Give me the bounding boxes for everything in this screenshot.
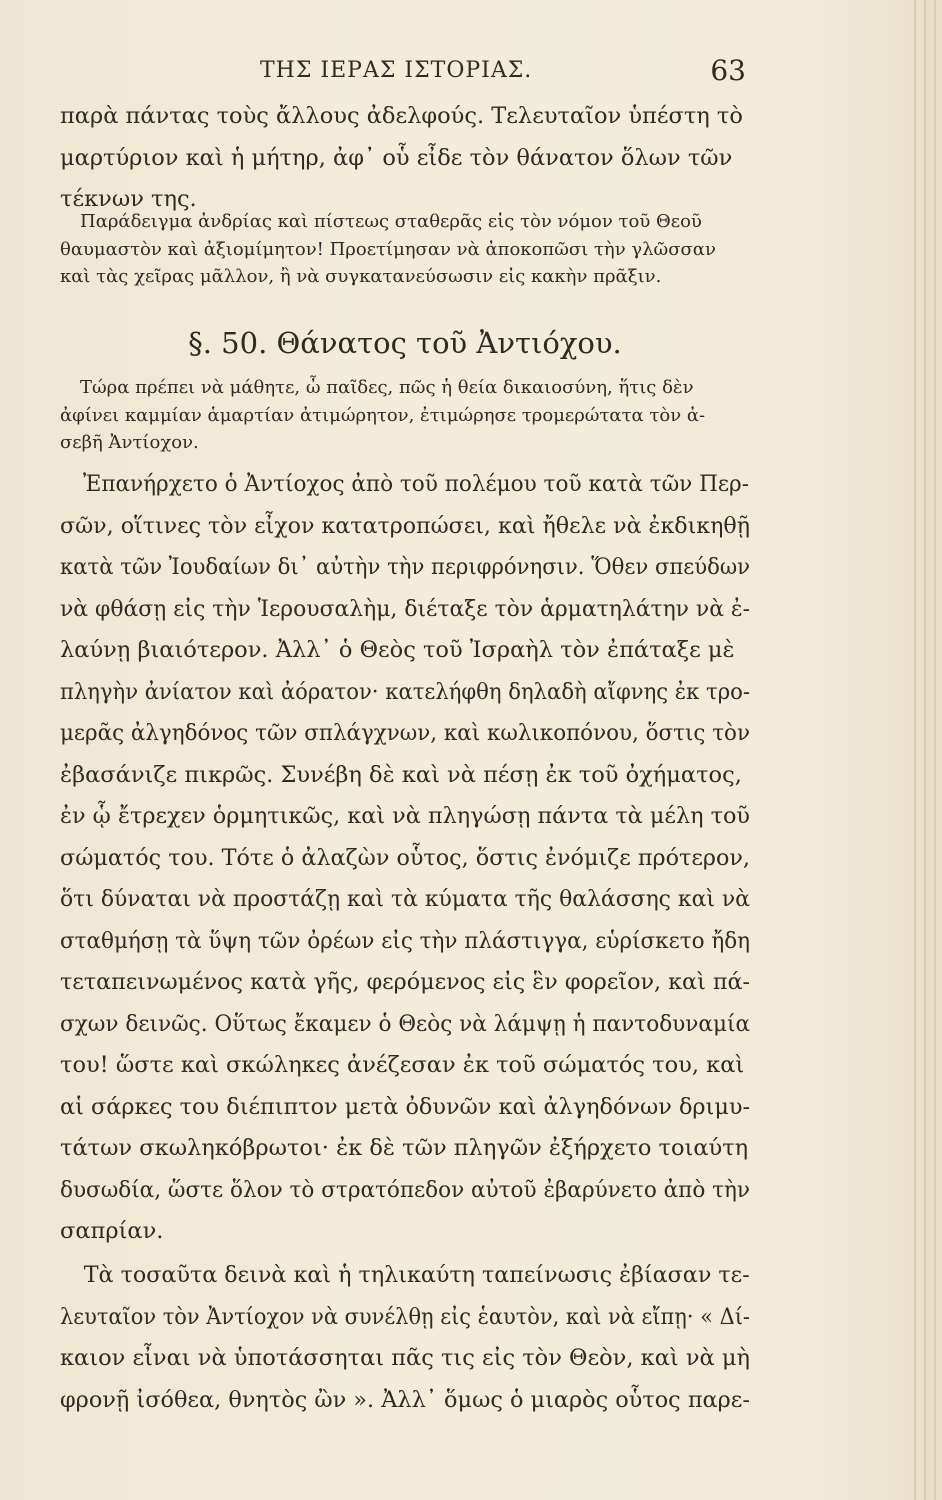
- text-line: σχων δεινῶς. Οὕτως ἔκαμεν ὁ Θεὸς νὰ λάμψῃ ἡ παντοδυναμία: [60, 1010, 751, 1037]
- text-line: λαύνῃ βιαιότερον. Ἀλλ᾽ ὁ Θεὸς τοῦ Ἰσραὴλ τὸν ἐπάταξε μὲ: [60, 637, 735, 663]
- text-line: σταθμήσῃ τὰ ὕψη τῶν ὀρέων εἰς τὴν πλάστιγγα, εὑρίσκετο ἤδη: [60, 927, 751, 954]
- text-line: ἐν ᾧ ἔτρεχεν ὁρμητικῶς, καὶ νὰ πληγώσῃ πάντα τὰ μέλη τοῦ: [60, 803, 750, 829]
- text-line: Ἐπανήρχετο ὁ Ἀντίοχος ἀπὸ τοῦ πολέμου τοῦ κατὰ τῶν Περ-: [82, 471, 750, 497]
- page-header: [60, 54, 750, 90]
- text-line: σώματός του. Τότε ὁ ἀλαζὼν οὗτος, ὅστις ἐνόμιζε πρότερον,: [60, 844, 751, 871]
- text-line: παρὰ πάντας τοὺς ἄλλους ἀδελφούς. Τελευταῖον ὑπέστη τὸ: [60, 103, 743, 129]
- text-line: τάτων σκωληκόβρωτοι· ἐκ δὲ τῶν πληγῶν ἐξήρχετο τοιαύτη: [60, 1135, 749, 1161]
- text-line: του! ὥστε καὶ σκώληκες ἀνέζεσαν ἐκ τοῦ σώματός του, καὶ: [60, 1052, 745, 1078]
- text-line: κατὰ τῶν Ἰουδαίων δι᾽ αὐτὴν τὴν περιφρόνησιν. Ὅθεν σπεύδων: [60, 554, 750, 580]
- text-line: τέκνων της.: [60, 186, 197, 212]
- text-line: μαρτύριον καὶ ἡ μήτηρ, ἀφ᾽ οὗ εἶδε τὸν θάνατον ὅλων τῶν: [60, 144, 733, 171]
- text-line: καιον εἶναι νὰ ὑποτάσσηται πᾶς τις εἰς τὸν Θεὸν, καὶ νὰ μὴ: [60, 1345, 751, 1371]
- page-edge-line: [924, 0, 926, 1500]
- text-line: δυσωδία, ὥστε ὅλον τὸ στρατόπεδον αὐτοῦ ἐβαρύνετο ἀπὸ τὴν: [60, 1176, 751, 1203]
- closing-paragraph: [60, 1255, 750, 1421]
- text-line: μερᾶς ἀλγηδόνος τῶν σπλάγχνων, καὶ κωλικοπόνου, ὅστις τὸν: [60, 720, 750, 746]
- text-line: θαυμαστὸν καὶ ἀξιομίμητον! Προετίμησαν νὰ ἀποκοπῶσι τὴν γλῶσσαν: [60, 238, 716, 260]
- summary-paragraph: [60, 374, 750, 457]
- text-line: Παράδειγμα ἀνδρίας καὶ πίστεως σταθερᾶς εἰς τὸν νόμον τοῦ Θεοῦ: [80, 211, 702, 232]
- running-head: ΤΗΣ ΙΕΡΑΣ ΙΣΤΟΡΙΑΣ.: [260, 58, 533, 83]
- main-paragraph: [60, 464, 750, 1253]
- intro-paragraph: [60, 96, 750, 221]
- text-line: ὅτι δύναται νὰ προστάζῃ καὶ τὰ κύματα τῆς θαλάσσης καὶ νὰ: [60, 886, 750, 912]
- text-line: σαπρίαν.: [60, 1218, 164, 1244]
- text-line: λευταῖον τὸν Ἀντίοχον νὰ συνέλθῃ εἰς ἑαυτὸν, καὶ νὰ εἴπῃ· « Δί-: [60, 1303, 750, 1330]
- text-line: Τὰ τοσαῦτα δεινὰ καὶ ἡ τηλικαύτη ταπείνωσις ἐβίασαν τε-: [83, 1262, 750, 1288]
- text-line: σῶν, οἵτινες τὸν εἶχον κατατροπώσει, καὶ ἤθελε νὰ ἐκδικηθῇ: [60, 512, 750, 539]
- text-line: ἀφίνει καμμίαν ἁμαρτίαν ἀτιμώρητον, ἐτιμώρησε τρομερώτατα τὸν ἀ-: [60, 404, 706, 426]
- text-line: σεβῆ Ἀντίοχον.: [60, 432, 199, 453]
- section-heading: §. 50. Θάνατος τοῦ Ἀντιόχου.: [188, 326, 622, 360]
- page-number: 63: [710, 54, 746, 87]
- text-line: φρονῇ ἰσόθεα, θνητὸς ὢν ». Ἀλλ᾽ ὅμως ὁ μιαρὸς οὗτος παρε-: [60, 1386, 750, 1413]
- text-line: Τώρα πρέπει νὰ μάθητε, ὦ παῖδες, πῶς ἡ θεία δικαιοσύνη, ἥτις δὲν: [80, 377, 694, 398]
- text-line: νὰ φθάσῃ εἰς τὴν Ἱερουσαλὴμ, διέταξε τὸν ἁρματηλάτην νὰ ἐ-: [60, 595, 751, 622]
- text-line: αἱ σάρκες του διέπιπτον μετὰ ὀδυνῶν καὶ ἀλγηδόνων δριμυ-: [60, 1093, 751, 1120]
- remark-paragraph: [60, 208, 750, 291]
- text-line: καὶ τὰς χεῖρας μᾶλλον, ἢ νὰ συγκατανεύσωσιν εἰς κακὴν πρᾶξιν.: [60, 266, 662, 287]
- page-edge-line: [914, 0, 916, 1500]
- text-line: ἐβασάνιζε πικρῶς. Συνέβη δὲ καὶ νὰ πέσῃ ἐκ τοῦ ὀχήματος,: [60, 761, 742, 788]
- page-edge-line: [934, 0, 936, 1500]
- text-line: τεταπεινωμένος κατὰ γῆς, φερόμενος εἰς ἓν φορεῖον, καὶ πά-: [60, 969, 751, 995]
- text-line: πληγὴν ἀνίατον καὶ ἀόρατον· κατελήφθη δηλαδὴ αἴφνης ἐκ τρο-: [60, 678, 751, 705]
